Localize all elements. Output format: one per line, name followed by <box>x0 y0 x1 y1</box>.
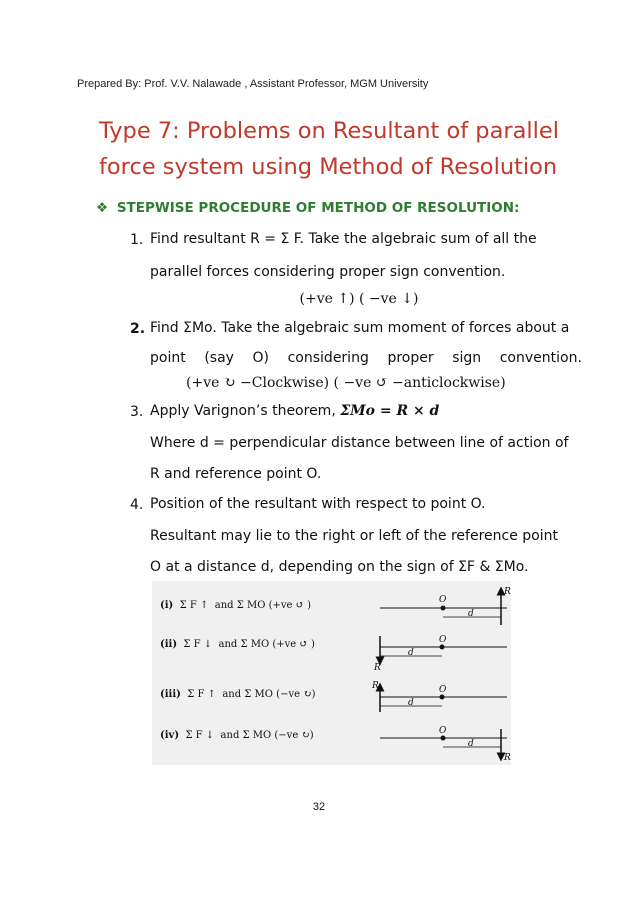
row-2-point-o <box>440 645 444 649</box>
step-2-word: point <box>150 350 186 366</box>
row-3-o-label: O <box>439 685 447 695</box>
step-2-sign-convention: (+ve ↻ −Clockwise) ( −ve ↺ −anticlockwise) <box>186 375 506 391</box>
row-1-d-label: d <box>468 609 474 619</box>
page-title-line-1: Type 7: Problems on Resultant of parallel <box>99 118 560 144</box>
step-3-line-2: Where d = perpendicular distance between line of action of <box>150 435 569 451</box>
figure-diagrams <box>152 581 511 765</box>
page-title-line-2: force system using Method of Resolution <box>99 154 558 180</box>
row-3-d-label: d <box>408 698 414 708</box>
step-4-line-1: Position of the resultant with respect to point O. <box>150 496 486 512</box>
step-1-number: 1. <box>130 232 144 248</box>
page-header: Prepared By: Prof. V.V. Nalawade , Assistant Professor, MGM University <box>77 78 429 90</box>
row-3-point-o <box>440 695 444 699</box>
row-4-d-label: d <box>468 739 474 749</box>
figure-row-3-text: (iii) Σ F ↑ and Σ MO (−ve ↻) <box>160 689 316 700</box>
step-2-word: considering <box>287 350 369 366</box>
step-3-text: Apply Varignon’s theorem, <box>150 403 341 419</box>
section-heading <box>96 200 519 216</box>
row-1-point-o <box>441 606 445 610</box>
figure-row-4-text: (iv) Σ F ↓ and Σ MO (−ve ↻) <box>160 730 314 741</box>
step-4-number: 4. <box>130 497 144 513</box>
step-2-word: convention. <box>499 350 582 366</box>
resultant-position-figure <box>152 581 511 765</box>
step-1-line-2: parallel forces considering proper sign convention. <box>150 264 506 280</box>
step-1-sign-convention: (+ve ↑) ( −ve ↓) <box>299 291 419 307</box>
row-1-o-label: O <box>439 595 447 605</box>
figure-row-2-text: (ii) Σ F ↓ and Σ MO (+ve ↺ ) <box>160 639 315 650</box>
page-number: 32 <box>312 801 326 813</box>
row-4-o-label: O <box>439 726 447 736</box>
row-2-r-label: R <box>374 663 381 673</box>
step-2-line-1: Find ΣMo. Take the algebraic sum moment of forces about a <box>150 320 570 336</box>
step-3-line-3: R and reference point O. <box>150 466 322 482</box>
step-3-line-1 <box>150 404 439 418</box>
step-2-number: 2. <box>130 321 146 337</box>
figure-row-1-text: (i) Σ F ↑ and Σ MO (+ve ↺ ) <box>160 600 312 611</box>
section-heading-text: STEPWISE PROCEDURE OF METHOD OF RESOLUTION: <box>116 200 520 216</box>
step-1-line-1: Find resultant R = Σ F. Take the algebraic sum of all the <box>150 231 537 247</box>
row-1-r-label: R <box>504 587 511 597</box>
row-2-o-label: O <box>439 635 447 645</box>
step-2-word: proper <box>387 350 434 366</box>
step-2-word: sign <box>452 350 482 366</box>
row-4-point-o <box>441 736 445 740</box>
step-2-word: O) <box>252 350 270 366</box>
step-2-line-2 <box>150 350 582 366</box>
step-4-line-3: O at a distance d, depending on the sign of ΣF & ΣMo. <box>150 559 529 575</box>
varignon-formula: ΣMo = R × d <box>340 403 440 419</box>
row-2-d-label: d <box>408 648 414 658</box>
diamond-bullet-icon: ❖ <box>96 200 109 216</box>
step-3-number: 3. <box>130 404 144 420</box>
row-4-r-label: R <box>504 753 511 763</box>
step-2-word: (say <box>204 350 234 366</box>
step-4-line-2: Resultant may lie to the right or left of the reference point <box>150 528 558 544</box>
row-3-r-label: R <box>372 681 379 691</box>
